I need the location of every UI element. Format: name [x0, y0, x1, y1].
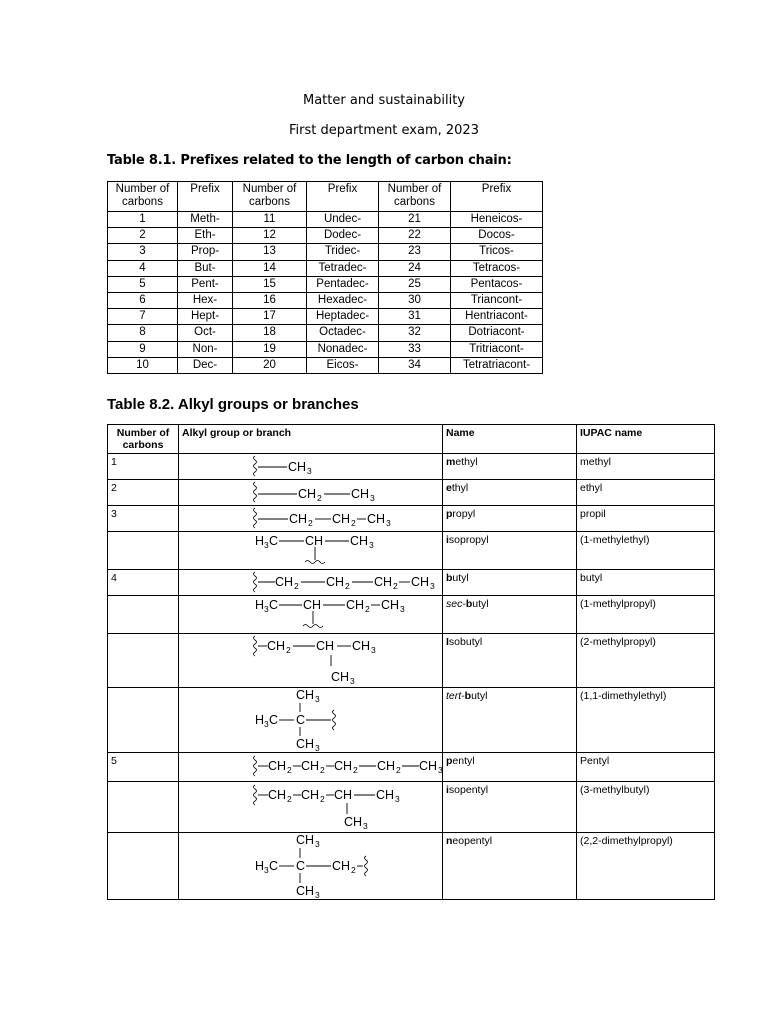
structure-propyl — [179, 506, 443, 532]
svg-text:CH: CH — [303, 598, 322, 612]
isopropyl-structure-drawing — [179, 532, 442, 569]
table-row — [108, 260, 543, 276]
table-cell: 15 — [233, 276, 307, 292]
svg-text:3: 3 — [315, 890, 320, 900]
svg-text:CH: CH — [331, 670, 350, 684]
table-cell: Hex- — [178, 292, 233, 308]
table-cell: Octadec- — [307, 325, 379, 341]
svg-text:CH: CH — [289, 512, 308, 526]
common-name: tert-butyl — [443, 688, 577, 753]
table-cell: Nonadec- — [307, 341, 379, 357]
svg-text:CH: CH — [381, 598, 400, 612]
table-cell: Pentacos- — [451, 276, 543, 292]
table1-caption: Table 8.1. Prefixes related to the length of carbon chain: — [107, 153, 512, 168]
carbon-count — [108, 532, 179, 570]
common-name: Isobutyl — [443, 634, 577, 688]
table-row — [108, 454, 715, 480]
svg-text:3: 3 — [315, 743, 320, 753]
svg-text:CH: CH — [350, 534, 369, 548]
table-cell: Docos- — [451, 228, 543, 244]
table-cell: Eth- — [178, 228, 233, 244]
structure-isobutyl — [179, 634, 443, 688]
svg-text:3: 3 — [400, 604, 405, 614]
table-row — [108, 325, 543, 341]
common-name: butyl — [443, 570, 577, 596]
table-cell: 9 — [108, 341, 178, 357]
table-cell: 11 — [233, 212, 307, 228]
table-cell: 33 — [379, 341, 451, 357]
svg-text:CH: CH — [298, 487, 317, 501]
svg-text:CH: CH — [419, 759, 438, 773]
table-cell: Eicos- — [307, 357, 379, 373]
svg-text:CH: CH — [346, 598, 365, 612]
table2-caption: Table 8.2. Alkyl groups or branches — [107, 396, 359, 413]
butyl-structure-drawing — [179, 570, 442, 595]
svg-text:2: 2 — [345, 581, 350, 591]
table-row — [108, 276, 543, 292]
iupac-name: methyl — [577, 454, 715, 480]
common-name: propyl — [443, 506, 577, 532]
table-row — [108, 292, 543, 308]
table-cell: Pentadec- — [307, 276, 379, 292]
table-row — [108, 212, 543, 228]
svg-text:2: 2 — [365, 604, 370, 614]
iupac-name: (1-methylpropyl) — [577, 596, 715, 634]
table-cell: 5 — [108, 276, 178, 292]
svg-text:3: 3 — [264, 604, 269, 614]
svg-text:2: 2 — [287, 794, 292, 804]
column-header: Number of carbons — [108, 182, 178, 212]
svg-text:3: 3 — [370, 493, 375, 503]
structure-sec-butyl — [179, 596, 443, 634]
carbon-count: 1 — [108, 454, 179, 480]
svg-text:CH: CH — [305, 534, 324, 548]
iupac-name: (1,1-dimethylethyl) — [577, 688, 715, 753]
svg-text:2: 2 — [351, 865, 356, 875]
svg-text:2: 2 — [308, 518, 313, 528]
iupac-name: ethyl — [577, 480, 715, 506]
column-header: Alkyl group or branch — [179, 425, 443, 454]
table-cell: Tricos- — [451, 244, 543, 260]
svg-text:3: 3 — [369, 540, 374, 550]
table-cell: 17 — [233, 309, 307, 325]
column-header: Number of carbons — [379, 182, 451, 212]
carbon-count — [108, 782, 179, 833]
svg-text:2: 2 — [320, 794, 325, 804]
structure-isopropyl — [179, 532, 443, 570]
page-title: Matter and sustainability — [303, 93, 465, 108]
tert-butyl-structure-drawing — [179, 688, 442, 752]
table-cell: Pent- — [178, 276, 233, 292]
svg-text:CH: CH — [296, 688, 315, 702]
table-row — [108, 532, 715, 570]
column-header: IUPAC name — [577, 425, 715, 454]
svg-text:CH: CH — [301, 759, 320, 773]
svg-text:CH: CH — [332, 512, 351, 526]
alkyl-table — [107, 424, 715, 900]
table-cell: 7 — [108, 309, 178, 325]
carbon-count — [108, 833, 179, 900]
svg-text:2: 2 — [393, 581, 398, 591]
table-cell: 22 — [379, 228, 451, 244]
alkyl-table-header — [108, 425, 715, 454]
svg-text:C: C — [269, 598, 279, 612]
svg-text:H: H — [255, 859, 265, 873]
svg-text:CH: CH — [367, 512, 386, 526]
table-row — [108, 753, 715, 782]
common-name: methyl — [443, 454, 577, 480]
iupac-name: butyl — [577, 570, 715, 596]
svg-text:2: 2 — [320, 765, 325, 775]
common-name: isopropyl — [443, 532, 577, 570]
structure-neopentyl — [179, 833, 443, 900]
table-cell: Prop- — [178, 244, 233, 260]
structure-butyl — [179, 570, 443, 596]
table-row — [108, 228, 543, 244]
table-row — [108, 357, 543, 373]
svg-text:2: 2 — [317, 493, 322, 503]
svg-text:CH: CH — [267, 639, 286, 653]
svg-text:C: C — [296, 713, 306, 727]
table-cell: 34 — [379, 357, 451, 373]
svg-text:CH: CH — [275, 575, 294, 589]
table-cell: 30 — [379, 292, 451, 308]
svg-text:3: 3 — [395, 794, 400, 804]
table-row — [108, 596, 715, 634]
table-cell: 4 — [108, 260, 178, 276]
table-cell: Tritriacont- — [451, 341, 543, 357]
structure-methyl — [179, 454, 443, 480]
structure-pentyl — [179, 753, 443, 782]
table-cell: Oct- — [178, 325, 233, 341]
table-cell: Tetracos- — [451, 260, 543, 276]
table-row — [108, 570, 715, 596]
svg-text:C: C — [296, 859, 306, 873]
table-cell: 24 — [379, 260, 451, 276]
svg-text:CH: CH — [377, 759, 396, 773]
table-row — [108, 244, 543, 260]
svg-text:C: C — [269, 534, 279, 548]
table-cell: Hentriacont- — [451, 309, 543, 325]
table-cell: Dec- — [178, 357, 233, 373]
svg-text:CH: CH — [344, 815, 363, 829]
table-row — [108, 506, 715, 532]
iupac-name: Pentyl — [577, 753, 715, 782]
svg-text:CH: CH — [316, 639, 335, 653]
iupac-name: (2-methylpropyl) — [577, 634, 715, 688]
iupac-name: (3-methylbutyl) — [577, 782, 715, 833]
svg-text:CH: CH — [326, 575, 345, 589]
table-cell: But- — [178, 260, 233, 276]
carbon-count: 3 — [108, 506, 179, 532]
table-cell: 2 — [108, 228, 178, 244]
svg-text:3: 3 — [315, 839, 320, 849]
svg-text:H: H — [255, 598, 265, 612]
svg-text:3: 3 — [363, 821, 368, 831]
svg-text:CH: CH — [376, 788, 395, 802]
table-row — [108, 833, 715, 900]
svg-text:2: 2 — [351, 518, 356, 528]
sec-butyl-structure-drawing — [179, 596, 442, 633]
table-row — [108, 634, 715, 688]
isobutyl-structure-drawing — [179, 634, 442, 687]
table-cell: 23 — [379, 244, 451, 260]
prefix-table — [107, 181, 543, 374]
table-cell: Triancont- — [451, 292, 543, 308]
svg-text:3: 3 — [430, 581, 435, 591]
table-cell: Undec- — [307, 212, 379, 228]
svg-text:3: 3 — [438, 765, 443, 775]
svg-text:CH: CH — [411, 575, 430, 589]
svg-text:CH: CH — [268, 759, 287, 773]
table-cell: 10 — [108, 357, 178, 373]
svg-text:CH: CH — [351, 487, 370, 501]
svg-text:CH: CH — [288, 460, 307, 474]
table-cell: Heptadec- — [307, 309, 379, 325]
carbon-count: 4 — [108, 570, 179, 596]
svg-text:3: 3 — [315, 694, 320, 704]
iupac-name: propil — [577, 506, 715, 532]
svg-text:CH: CH — [296, 737, 315, 751]
svg-text:CH: CH — [334, 788, 353, 802]
ethyl-structure-drawing — [179, 480, 442, 505]
table-cell: 3 — [108, 244, 178, 260]
carbon-count — [108, 634, 179, 688]
svg-text:CH: CH — [296, 833, 315, 847]
table-row — [108, 782, 715, 833]
svg-text:C: C — [269, 713, 279, 727]
structure-isopentyl — [179, 782, 443, 833]
table-cell: 8 — [108, 325, 178, 341]
column-header: Number of carbons — [108, 425, 179, 454]
table-cell: Hexadec- — [307, 292, 379, 308]
table-cell: 18 — [233, 325, 307, 341]
svg-text:2: 2 — [396, 765, 401, 775]
neopentyl-structure-drawing — [179, 833, 442, 899]
svg-text:CH: CH — [374, 575, 393, 589]
table-cell: Meth- — [178, 212, 233, 228]
table-cell: Dotriacont- — [451, 325, 543, 341]
table-cell: Tridec- — [307, 244, 379, 260]
structure-tert-butyl — [179, 688, 443, 753]
svg-text:3: 3 — [386, 518, 391, 528]
table-cell: Non- — [178, 341, 233, 357]
carbon-count: 2 — [108, 480, 179, 506]
table-row — [108, 480, 715, 506]
carbon-count — [108, 596, 179, 634]
common-name: neopentyl — [443, 833, 577, 900]
svg-text:3: 3 — [264, 540, 269, 550]
table-cell: 19 — [233, 341, 307, 357]
svg-text:3: 3 — [264, 865, 269, 875]
table-cell: 31 — [379, 309, 451, 325]
table-cell: 21 — [379, 212, 451, 228]
table-row — [108, 688, 715, 753]
structure-ethyl — [179, 480, 443, 506]
table-cell: 1 — [108, 212, 178, 228]
column-header: Number of carbons — [233, 182, 307, 212]
methyl-structure-drawing — [179, 454, 442, 479]
common-name: pentyl — [443, 753, 577, 782]
common-name: ethyl — [443, 480, 577, 506]
table-cell: 16 — [233, 292, 307, 308]
iupac-name: (1-methylethyl) — [577, 532, 715, 570]
table-cell: Tetradec- — [307, 260, 379, 276]
svg-text:3: 3 — [307, 466, 312, 476]
carbon-count — [108, 688, 179, 753]
table-cell: 6 — [108, 292, 178, 308]
svg-text:CH: CH — [296, 884, 315, 898]
column-header: Prefix — [451, 182, 543, 212]
svg-text:C: C — [269, 859, 279, 873]
column-header: Name — [443, 425, 577, 454]
svg-text:2: 2 — [286, 645, 291, 655]
table-cell: Hept- — [178, 309, 233, 325]
svg-text:3: 3 — [350, 676, 355, 686]
svg-text:CH: CH — [332, 859, 351, 873]
common-name: isopentyl — [443, 782, 577, 833]
table-cell: Tetratriacont- — [451, 357, 543, 373]
svg-text:3: 3 — [264, 719, 269, 729]
table-row — [108, 309, 543, 325]
prefix-table-header — [108, 182, 543, 212]
isopentyl-structure-drawing — [179, 782, 442, 832]
svg-text:CH: CH — [301, 788, 320, 802]
common-name: sec-butyl — [443, 596, 577, 634]
svg-text:2: 2 — [353, 765, 358, 775]
table-cell: 13 — [233, 244, 307, 260]
propyl-structure-drawing — [179, 506, 442, 531]
svg-text:CH: CH — [334, 759, 353, 773]
svg-text:2: 2 — [294, 581, 299, 591]
carbon-count: 5 — [108, 753, 179, 782]
svg-text:H: H — [255, 534, 265, 548]
iupac-name: (2,2-dimethylpropyl) — [577, 833, 715, 900]
table-cell: 20 — [233, 357, 307, 373]
table-cell: Heneicos- — [451, 212, 543, 228]
column-header: Prefix — [178, 182, 233, 212]
table-cell: 32 — [379, 325, 451, 341]
column-header: Prefix — [307, 182, 379, 212]
svg-text:CH: CH — [352, 639, 371, 653]
table-cell: 25 — [379, 276, 451, 292]
svg-text:3: 3 — [371, 645, 376, 655]
table-row — [108, 341, 543, 357]
table-cell: Dodec- — [307, 228, 379, 244]
svg-text:2: 2 — [287, 765, 292, 775]
table-cell: 14 — [233, 260, 307, 276]
svg-text:CH: CH — [268, 788, 287, 802]
pentyl-structure-drawing — [179, 753, 442, 781]
table-cell: 12 — [233, 228, 307, 244]
svg-text:H: H — [255, 713, 265, 727]
page-subtitle: First department exam, 2023 — [289, 123, 479, 138]
